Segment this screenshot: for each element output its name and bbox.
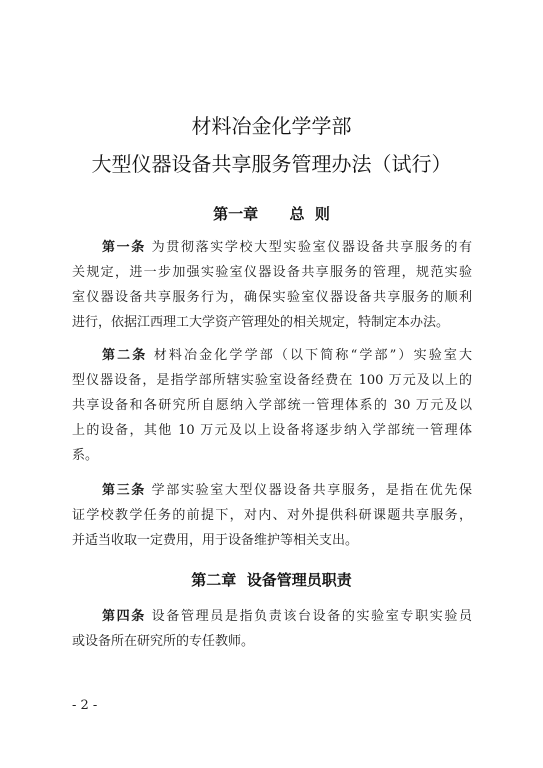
article-2-text: 材料冶金化学学部（以下简称“学部”）实验室大	[153, 348, 472, 363]
article-2-label: 第二条	[102, 348, 148, 363]
article-2-line-5: 系。	[72, 448, 99, 463]
article-1	[72, 235, 472, 335]
article-3-line-1	[72, 478, 472, 503]
article-2-line-3: 共享设备和各研究所自愿纳入学部统一管理体系的 30 万元及以	[72, 398, 472, 413]
article-1-label: 第一条	[102, 240, 146, 255]
article-3	[72, 478, 472, 553]
article-4-line-1	[72, 604, 472, 629]
document-title-line-1: 材料冶金化学学部	[191, 114, 352, 138]
article-1-line-2: 关规定，进一步加强实验室仪器设备共享服务的管理，规范实验	[72, 265, 472, 280]
chapter-2-heading: 第二章 设备管理员职责	[191, 571, 352, 589]
article-1-text: 为贯彻落实学校大型实验室仪器设备共享服务的有	[151, 240, 472, 255]
article-4	[72, 604, 472, 654]
article-1-line-1	[72, 235, 472, 260]
article-2	[72, 343, 472, 468]
article-3-line-3: 并适当收取一定费用，用于设备维护等相关支出。	[72, 533, 359, 548]
chapter-1-heading: 第一章 总 则	[213, 205, 330, 223]
article-4-label: 第四条	[102, 609, 146, 624]
article-2-line-4: 上的设备，其他 10 万元及以上设备将逐步纳入学部统一管理体	[72, 423, 472, 438]
document-title-line-2: 大型仪器设备共享服务管理办法（试行）	[91, 152, 452, 176]
page-number: - 2 -	[72, 698, 98, 713]
article-3-line-2: 证学校教学任务的前提下，对内、对外提供科研课题共享服务，	[72, 508, 472, 523]
article-2-line-1	[72, 343, 472, 368]
article-3-text: 学部实验室大型仪器设备共享服务，是指在优先保	[151, 483, 472, 498]
article-1-line-4: 进行，依据江西理工大学资产管理处的相关规定，特制定本办法。	[72, 315, 450, 330]
article-4-text: 设备管理员是指负责该台设备的实验室专职实验员	[151, 609, 472, 624]
article-3-label: 第三条	[102, 483, 146, 498]
article-4-line-2: 或设备所在研究所的专任教师。	[72, 634, 255, 649]
article-1-line-3: 室仪器设备共享服务行为，确保实验室仪器设备共享服务的顺利	[72, 290, 472, 305]
article-2-line-2: 型仪器设备，是指学部所辖实验室设备经费在 100 万元及以上的	[72, 373, 472, 388]
